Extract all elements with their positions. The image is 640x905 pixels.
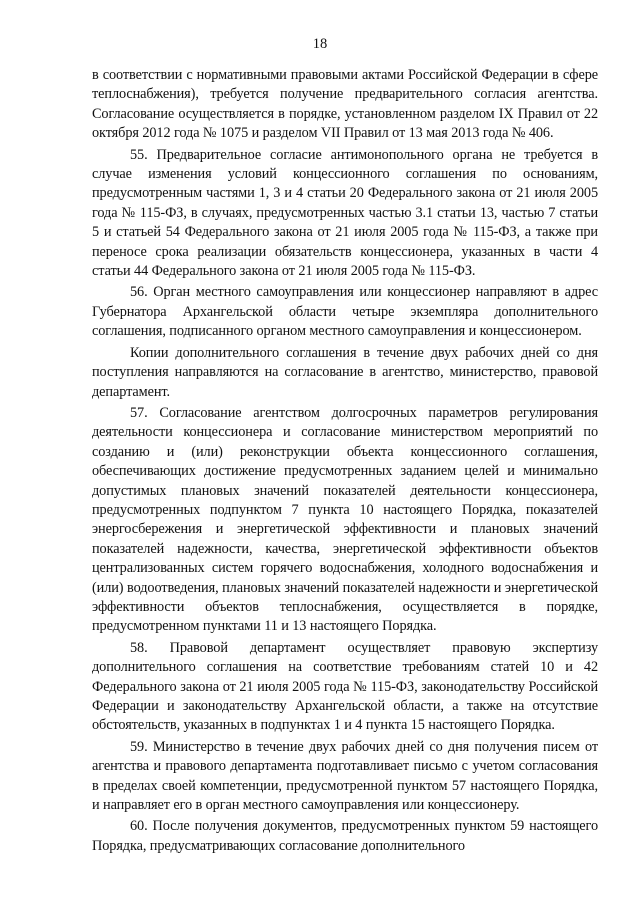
paragraph-57: 57. Согласование агентством долгосрочных параметров регулирования деятельности концессионера и согласование министерством мероприятий по созданию и (или) реконструкции объекта концессионного соглашения, обеспечивающих достижение предусмотренных заданием целей и минимально допустимых плановых значений показателей деятельности концессионера, предусмотренных подпунктом 7 пункта 10 настоящего Порядка, показателей энергосбережения и энергетической эффективности и плановых значений показателей надежности, качества, энергетической эффективности объектов централизованных систем горячего водоснабжения, холодного водоснабжения и (или) водоотведения, плановых значений показателей надежности и энергетической эффективности объектов теплоснабжения, осуществляется в порядке, предусмотренном пунктами 11 и 13 настоящего Порядка. xyxy=(92,404,598,635)
paragraph-59: 59. Министерство в течение двух рабочих дней со дня получения писем от агентства и правового департамента подготавливает письмо с учетом согласования в пределах своей компетенции, предусмотренной пунктом 57 настоящего Порядка, и направляет его в орган местного самоуправления или концессионеру. xyxy=(92,738,598,814)
paragraph-continuation: в соответствии с нормативными правовыми актами Российской Федерации в сфере теплоснабжения), требуется получение предварительного согласия агентства. Согласование осуществляется в порядке, установленном разделом IX Правил от 22 октября 2012 года № 1075 и разделом VII Правил от 13 мая 2013 года № 406. xyxy=(92,67,598,142)
paragraph-60: 60. После получения документов, предусмотренных пунктом 59 настоящего Порядка, предусматривающих согласование дополнительного xyxy=(92,818,598,854)
paragraph-58: 58. Правовой департамент осуществляет правовую экспертизу дополнительного соглашения на соответствие требованиям статей 10 и 42 Федерального закона от 21 июля 2005 года № 115-ФЗ, законодательству Российской Федерации и законодательству Архангельской области, а также на отсутствие обстоятельств, указанных в подпунктах 1 и 4 пункта 15 настоящего Порядка. xyxy=(92,639,598,734)
page-number: 18 xyxy=(312,36,328,52)
paragraph-56-copies: Копии дополнительного соглашения в течение двух рабочих дней со дня поступления направляются на согласование в агентство, министерство, правовой департамент. xyxy=(92,344,598,400)
document-body xyxy=(92,66,598,858)
paragraph-56: 56. Орган местного самоуправления или концессионер направляют в адрес Губернатора Архангельской области четыре экземпляра дополнительного соглашения, подписанного органом местного самоуправления и концессионером. xyxy=(92,284,598,340)
paragraph-55: 55. Предварительное согласие антимонопольного органа не требуется в случае изменения условий концессионного соглашения по основаниям, предусмотренным частями 1, 3 и 4 статьи 20 Федерального закона от 21 июля 2005 года № 115-ФЗ, в случаях, предусмотренных частью 3.1 статьи 13, частью 7 статьи 5 и статьей 54 Федерального закона от 21 июля 2005 года № 115-ФЗ, а также при переносе срока реализации обязательств концессионера, указанных в части 4 статьи 44 Федерального закона от 21 июля 2005 года № 115-ФЗ. xyxy=(92,146,598,280)
